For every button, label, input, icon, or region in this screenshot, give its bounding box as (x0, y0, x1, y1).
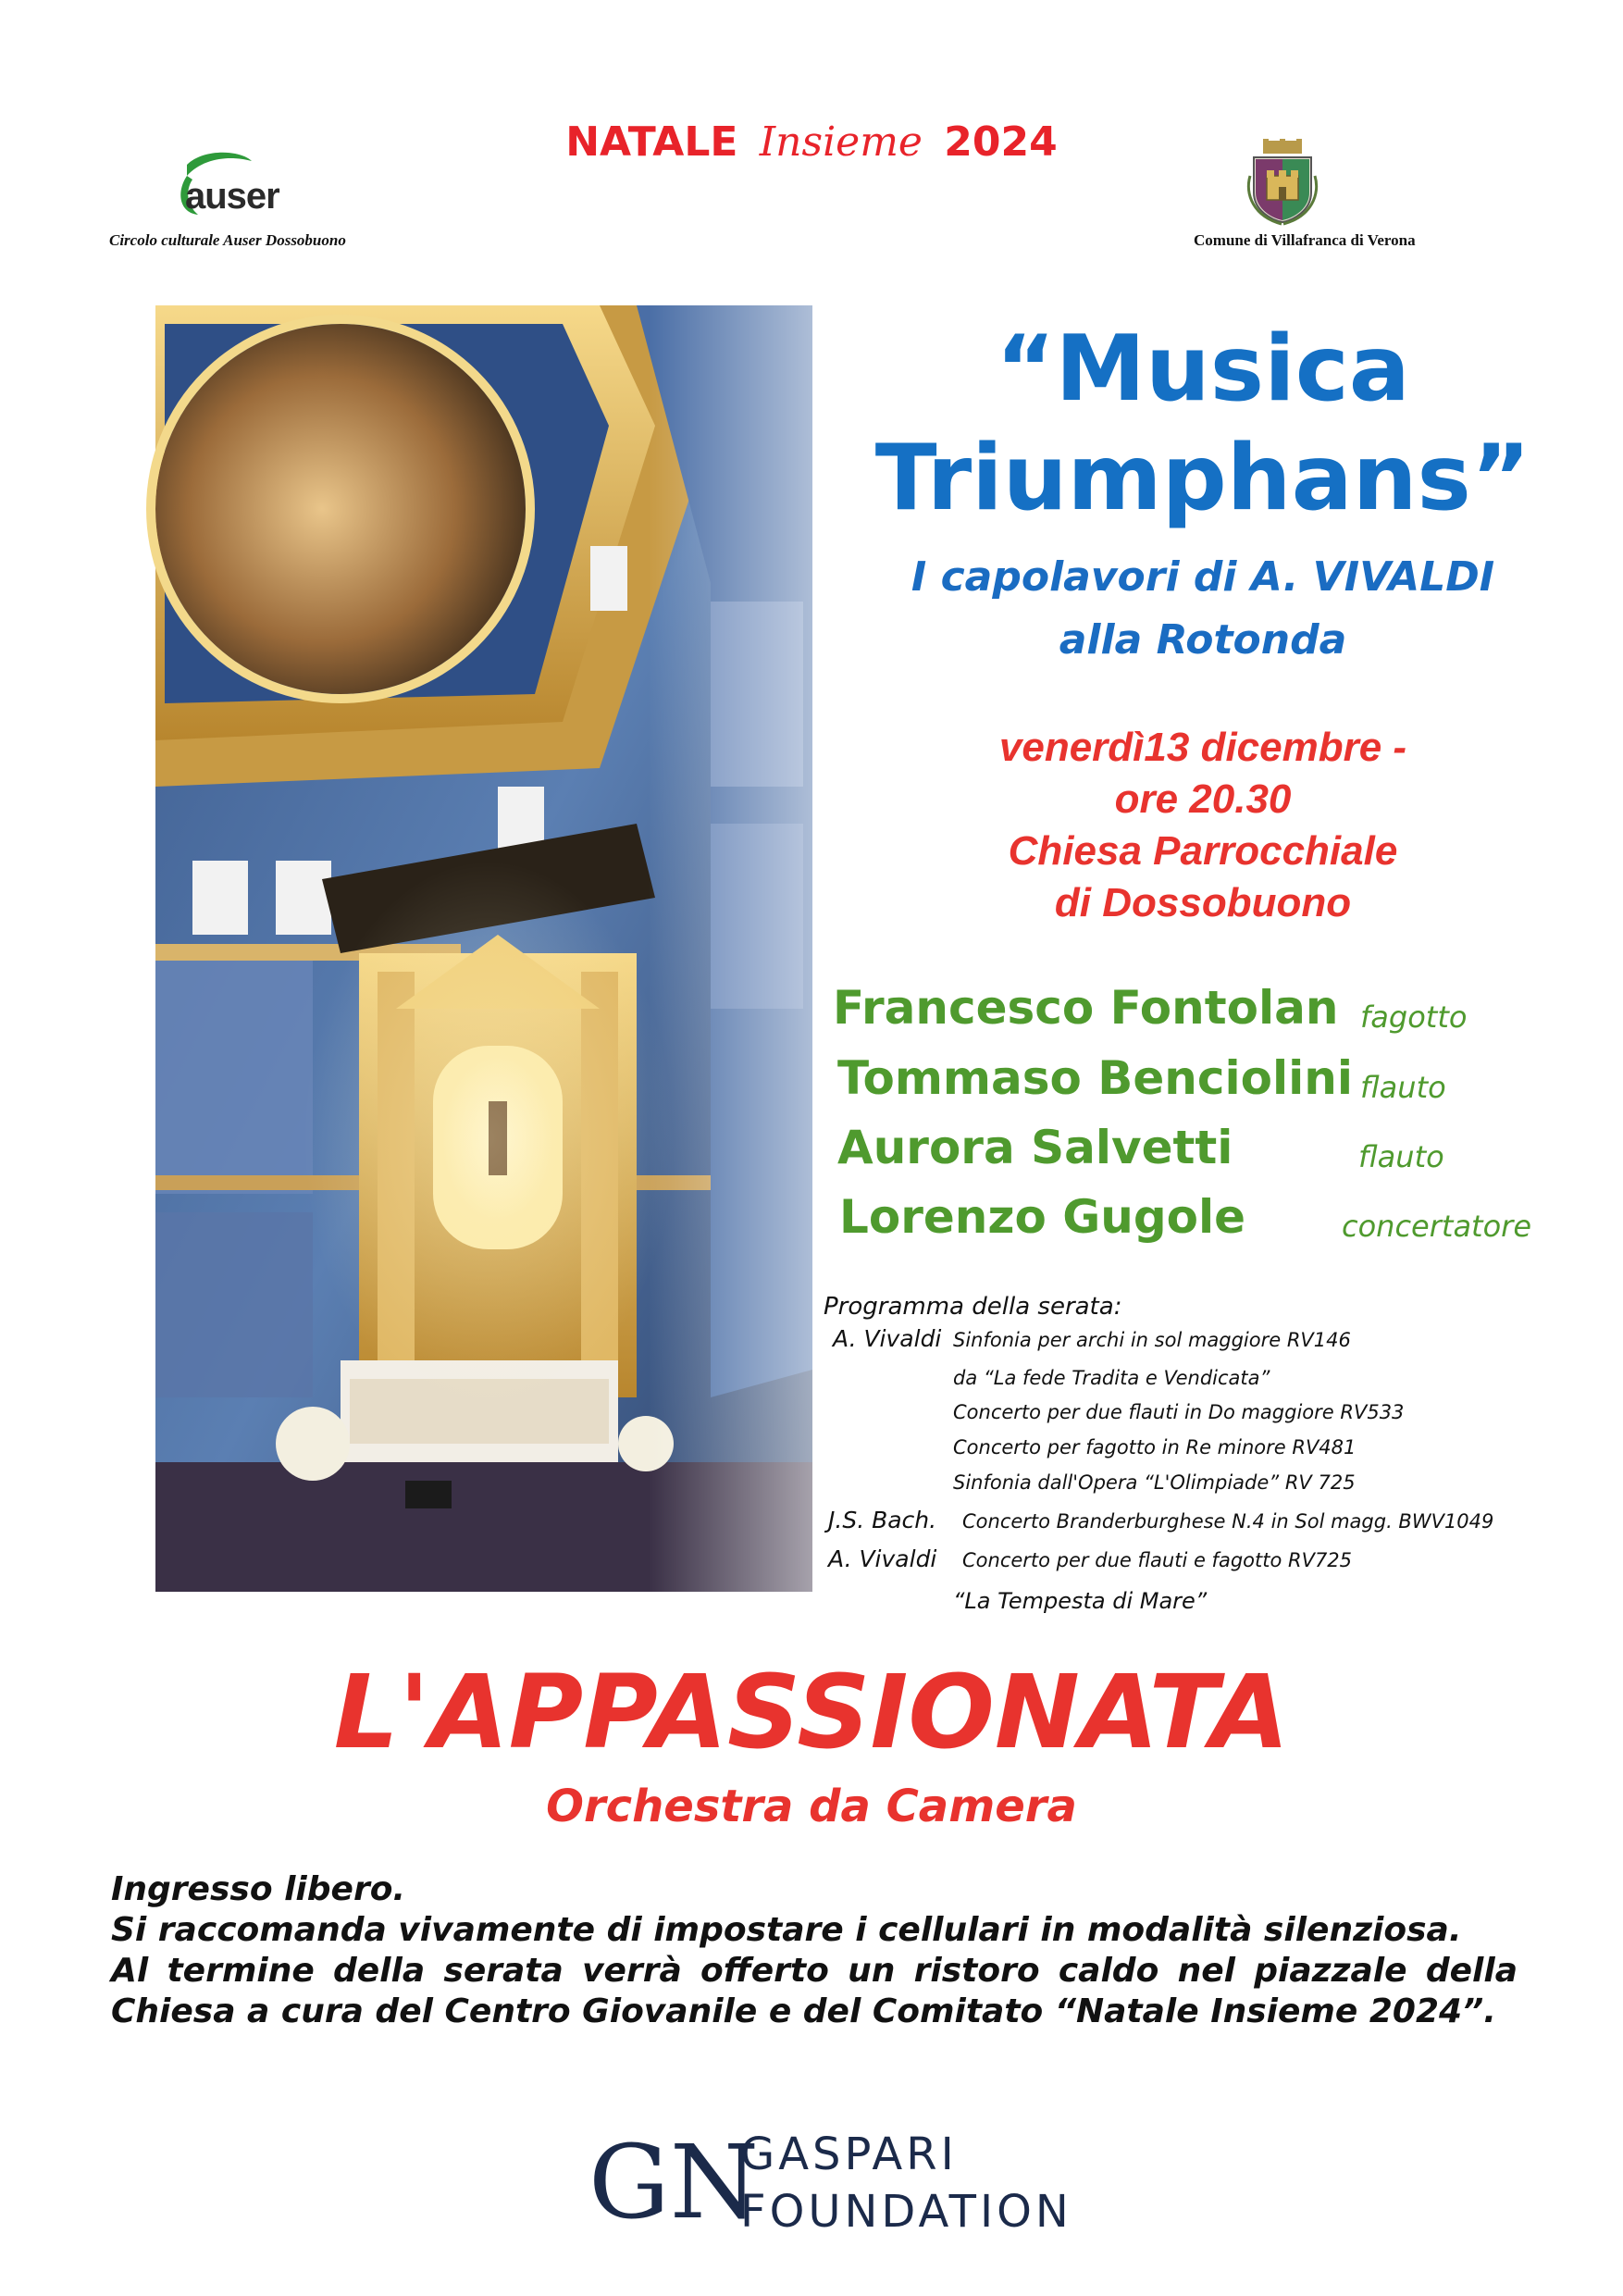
concert-title-line1: “Musica (996, 316, 1410, 422)
program-piece: Concerto Branderburghese N.4 in Sol magg. BWV1049 (962, 1510, 1494, 1533)
note-free-entry: Ingresso libero. (111, 1870, 406, 1908)
performer-name: Lorenzo Gugole (839, 1190, 1246, 1244)
church-interior-photo (155, 305, 812, 1592)
program-piece: “La Tempesta di Mare” (953, 1588, 1208, 1614)
sponsor-name-line2: FOUNDATION (740, 2186, 1072, 2238)
program-composer: A. Vivaldi (833, 1325, 942, 1352)
municipal-crest-icon (1245, 139, 1320, 224)
event-venue-line2: di Dossobuono (1054, 880, 1352, 925)
performer-role: flauto (1360, 1070, 1446, 1105)
note-phones: Si raccomanda vivamente di impostare i cellulari in modalità silenziosa. (111, 1911, 1462, 1949)
performer-role: fagotto (1360, 999, 1468, 1035)
performer-name: Francesco Fontolan (833, 981, 1339, 1035)
title-natale: NATALE (565, 118, 738, 166)
concert-subtitle: I capolavori di A. VIVALDI (911, 553, 1495, 601)
title-year: 2024 (944, 118, 1058, 166)
gn-logo-letters: GN (588, 2123, 760, 2241)
performer-role: flauto (1358, 1139, 1444, 1174)
program-composer: A. Vivaldi (828, 1545, 937, 1572)
auser-caption: Circolo culturale Auser Dossobuono (109, 231, 346, 249)
event-notes (111, 1869, 1518, 2032)
orchestra-subtitle: Orchestra da Camera (546, 1781, 1077, 1832)
gaspari-foundation-logo-icon (588, 2123, 760, 2241)
note-refreshment: Al termine della serata verrà offerto un ristoro caldo nel piazzale della (111, 1952, 1518, 1990)
event-time: ore 20.30 (1114, 776, 1292, 822)
program-composer: J.S. Bach. (828, 1507, 937, 1533)
event-date: venerdì13 dicembre - (998, 725, 1407, 770)
program-piece: Concerto per due flauti in Do maggiore RV533 (953, 1401, 1405, 1423)
concert-subtitle-venue: alla Rotonda (1059, 616, 1347, 664)
program-piece: Sinfonia per archi in sol maggiore RV146 (953, 1329, 1351, 1351)
program-heading: Programma della serata: (824, 1293, 1122, 1321)
performer-name: Aurora Salvetti (837, 1121, 1233, 1174)
title-insieme: Insieme (759, 118, 923, 166)
performer-role: concertatore (1342, 1209, 1532, 1244)
program-piece: da “La fede Tradita e Vendicata” (953, 1367, 1270, 1389)
event-venue-line1: Chiesa Parrocchiale (1008, 828, 1398, 874)
date-time-venue (814, 722, 1592, 929)
sponsor-name-line1: GASPARI (740, 2128, 958, 2180)
concert-title-line2: Triumphans” (874, 426, 1531, 531)
program-piece: Concerto per fagotto in Re minore RV481 (953, 1436, 1357, 1458)
concert-title (814, 315, 1592, 533)
auser-logo-word: auser (185, 176, 279, 217)
performer-name: Tommaso Benciolini (837, 1051, 1354, 1105)
note-organizers: Chiesa a cura del Centro Giovanile e del Comitato “Natale Insieme 2024”. (111, 1992, 1496, 2030)
program-piece: Concerto per due flauti e fagotto RV725 (962, 1549, 1353, 1571)
orchestra-name: L'APPASSIONATA (333, 1653, 1290, 1771)
program-piece: Sinfonia dall'Opera “L'Olimpiade” RV 725 (953, 1471, 1356, 1494)
comune-caption: Comune di Villafranca di Verona (1194, 231, 1416, 249)
